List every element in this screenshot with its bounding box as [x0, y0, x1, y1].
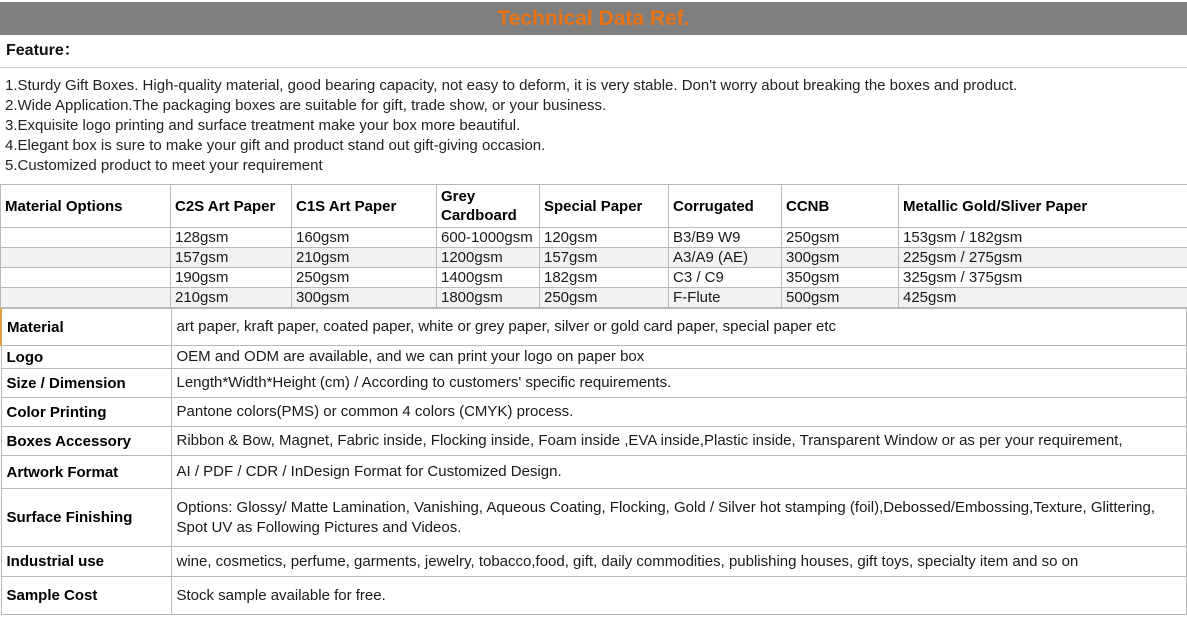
col-header-special-paper: Special Paper — [540, 185, 669, 228]
detail-value: Options: Glossy/ Matte Lamination, Vanishing, Aqueous Coating, Flocking, Gold / Silver hot stamping (foil),Debossed/Embossing,Texture, Glittering, Spot UV as Following Pictures and Videos. — [171, 489, 1187, 547]
detail-value: wine, cosmetics, perfume, garments, jewelry, tobacco,food, gift, daily commodities, publishing houses, gift toys, specialty item and so on — [171, 547, 1187, 577]
feature-list — [0, 68, 1187, 184]
feature-item-1: 1.Sturdy Gift Boxes. High-quality material, good bearing capacity, not easy to deform, it is very stable. Don't worry about breaking the boxes and product. — [5, 77, 1018, 94]
feature-item-2: 2.Wide Application.The packaging boxes are suitable for gift, trade show, or your business. — [5, 97, 607, 114]
cell: 1400gsm — [437, 268, 540, 288]
spec-row-1 — [1, 228, 1187, 248]
col-header-c1s-art-paper: C1S Art Paper — [292, 185, 437, 228]
detail-label: Artwork Format — [1, 456, 171, 489]
cell: 153gsm / 182gsm — [899, 228, 1187, 248]
cell: 128gsm — [171, 228, 292, 248]
detail-label: Surface Finishing — [1, 489, 171, 547]
feature-item-4: 4.Elegant box is sure to make your gift and product stand out gift-giving occasion. — [5, 137, 546, 154]
cell: 250gsm — [782, 228, 899, 248]
col-header-ccnb: CCNB — [782, 185, 899, 228]
cell: B3/B9 W9 — [669, 228, 782, 248]
col-header-metallic-paper: Metallic Gold/Sliver Paper — [899, 185, 1187, 228]
cell: 1200gsm — [437, 248, 540, 268]
cell: 425gsm — [899, 288, 1187, 308]
cell: 160gsm — [292, 228, 437, 248]
cell: 1800gsm — [437, 288, 540, 308]
feature-heading: Feature： — [0, 35, 1187, 68]
col-header-c2s-art-paper: C2S Art Paper — [171, 185, 292, 228]
detail-value: AI / PDF / CDR / InDesign Format for Customized Design. — [171, 456, 1187, 489]
cell: 500gsm — [782, 288, 899, 308]
detail-row-surface-finishing — [1, 489, 1187, 547]
detail-value: art paper, kraft paper, coated paper, white or grey paper, silver or gold card paper, special paper etc — [171, 309, 1187, 346]
cell: 300gsm — [782, 248, 899, 268]
cell — [1, 288, 171, 308]
detail-label: Industrial use — [1, 547, 171, 577]
detail-value: Pantone colors(PMS) or common 4 colors (CMYK) process. — [171, 398, 1187, 427]
cell: 120gsm — [540, 228, 669, 248]
cell: 225gsm / 275gsm — [899, 248, 1187, 268]
spec-header-row — [1, 185, 1187, 228]
detail-value: OEM and ODM are available, and we can print your logo on paper box — [171, 346, 1187, 369]
spec-row-3 — [1, 268, 1187, 288]
cell: F-Flute — [669, 288, 782, 308]
detail-row-color-printing — [1, 398, 1187, 427]
cell — [1, 268, 171, 288]
cell: 250gsm — [292, 268, 437, 288]
detail-row-material — [1, 309, 1187, 346]
cell: C3 / C9 — [669, 268, 782, 288]
cell: 157gsm — [171, 248, 292, 268]
cell — [1, 248, 171, 268]
detail-row-sample-cost — [1, 577, 1187, 615]
detail-table — [0, 308, 1187, 615]
cell: 350gsm — [782, 268, 899, 288]
cell — [1, 228, 171, 248]
detail-label: Size / Dimension — [1, 369, 171, 398]
cell: 250gsm — [540, 288, 669, 308]
cell: 300gsm — [292, 288, 437, 308]
detail-value: Length*Width*Height (cm) / According to customers' specific requirements. — [171, 369, 1187, 398]
detail-label: Logo — [1, 346, 171, 369]
cell: 157gsm — [540, 248, 669, 268]
cell: 325gsm / 375gsm — [899, 268, 1187, 288]
cell: 210gsm — [292, 248, 437, 268]
cell: 210gsm — [171, 288, 292, 308]
cell: A3/A9 (AE) — [669, 248, 782, 268]
detail-row-boxes-accessory — [1, 427, 1187, 456]
detail-label: Sample Cost — [1, 577, 171, 615]
detail-row-size-dimension — [1, 369, 1187, 398]
page-title: Technical Data Ref. — [497, 7, 690, 30]
feature-item-5: 5.Customized product to meet your requirement — [5, 157, 323, 174]
detail-row-industrial-use — [1, 547, 1187, 577]
detail-value: Ribbon & Bow, Magnet, Fabric inside, Flocking inside, Foam inside ,EVA inside,Plastic inside, Transparent Window or as per your requirement, — [171, 427, 1187, 456]
detail-row-artwork-format — [1, 456, 1187, 489]
col-header-material-options: Material Options — [1, 185, 171, 228]
feature-item-3: 3.Exquisite logo printing and surface treatment make your box more beautiful. — [5, 117, 521, 134]
col-header-corrugated: Corrugated — [669, 185, 782, 228]
spec-row-4 — [1, 288, 1187, 308]
col-header-grey-cardboard: Grey Cardboard — [437, 185, 540, 228]
detail-label: Material — [1, 309, 171, 346]
detail-label: Color Printing — [1, 398, 171, 427]
material-options-table — [0, 184, 1187, 308]
cell: 190gsm — [171, 268, 292, 288]
cell: 182gsm — [540, 268, 669, 288]
detail-row-logo — [1, 346, 1187, 369]
spec-row-2 — [1, 248, 1187, 268]
cell: 600-1000gsm — [437, 228, 540, 248]
title-bar — [0, 2, 1187, 35]
detail-value: Stock sample available for free. — [171, 577, 1187, 615]
detail-label: Boxes Accessory — [1, 427, 171, 456]
